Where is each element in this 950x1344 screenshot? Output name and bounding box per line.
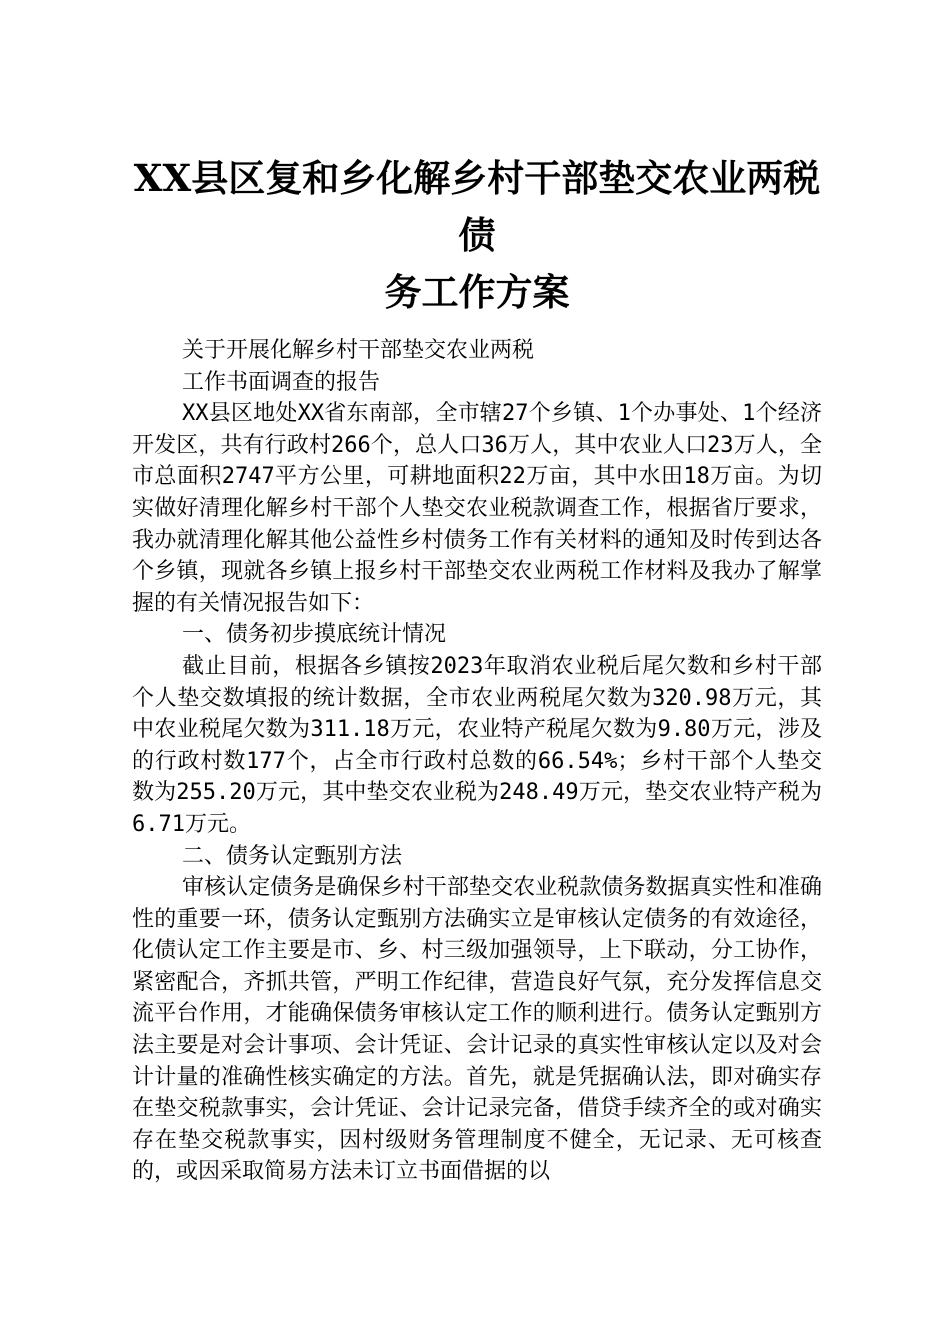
report-heading-line-1: 关于开展化解乡村干部垫交农业两税 [182, 338, 535, 363]
section-1-paragraph: 截止目前，根据各乡镇按2023年取消农业税后尾欠数和乡村干部个人垫交数填报的统计数据，全市农业两税尾欠数为320.98万元，其中农业税尾欠数为311.18万元，农业特产税尾欠数为9.80万元，涉及的行政村数177个，占全市行政村总数的66.54%；乡村干部个人垫交数为255.20万元，其中垫交农业税为248.49万元，垫交农业特产税为6.71万元。 [132, 653, 822, 837]
document-title [122, 150, 832, 321]
title-line-1: XX县区复和乡化解乡村干部垫交农业两税债 [133, 156, 821, 257]
report-heading-line-2: 工作书面调查的报告 [182, 369, 381, 395]
title-line-2: 务工作方案 [384, 270, 570, 314]
document-page [132, 150, 822, 1188]
section-heading-2: 二、债务认定甄别方法 [182, 843, 403, 869]
section-heading-1: 一、债务初步摸底统计情况 [182, 622, 447, 648]
intro-paragraph: XX县区地处XX省东南部，全市辖27个乡镇、1个办事处、1个经济开发区，共有行政村266个，总人口36万人，其中农业人口23万人，全市总面积2747平方公里，可耕地面积22万亩，其中水田18万亩。为切实做好清理化解乡村干部个人垫交农业税款调查工作，根据省厅要求，我办就清理化解其他公益性乡村债务工作有关材料的通知及时传到达各个乡镇，现就各乡镇上报乡村干部垫交农业两税工作材料及我办了解掌握的有关情况报告如下： [132, 401, 822, 616]
section-2-paragraph: 审核认定债务是确保乡村干部垫交农业税款债务数据真实性和准确性的重要一环，债务认定甄别方法确实立是审核认定债务的有效途径，化债认定工作主要是市、乡、村三级加强领导，上下联动，分工协作，紧密配合，齐抓共管，严明工作纪律，营造良好气氛，充分发挥信息交流平台作用，才能确保债务审核认定工作的顺利进行。债务认定甄别方法主要是对会计事项、会计凭证、会计记录的真实性审核认定以及对会计计量的准确性核实确定的方法。首先，就是凭据确认法，即对确实存在垫交税款事实，会计凭证、会计记录完备，借贷手续齐全的或对确实存在垫交税款事实，因村级财务管理制度不健全，无记录、无可核查的，或因采取简易方法未订立书面借据的以 [132, 875, 822, 1185]
